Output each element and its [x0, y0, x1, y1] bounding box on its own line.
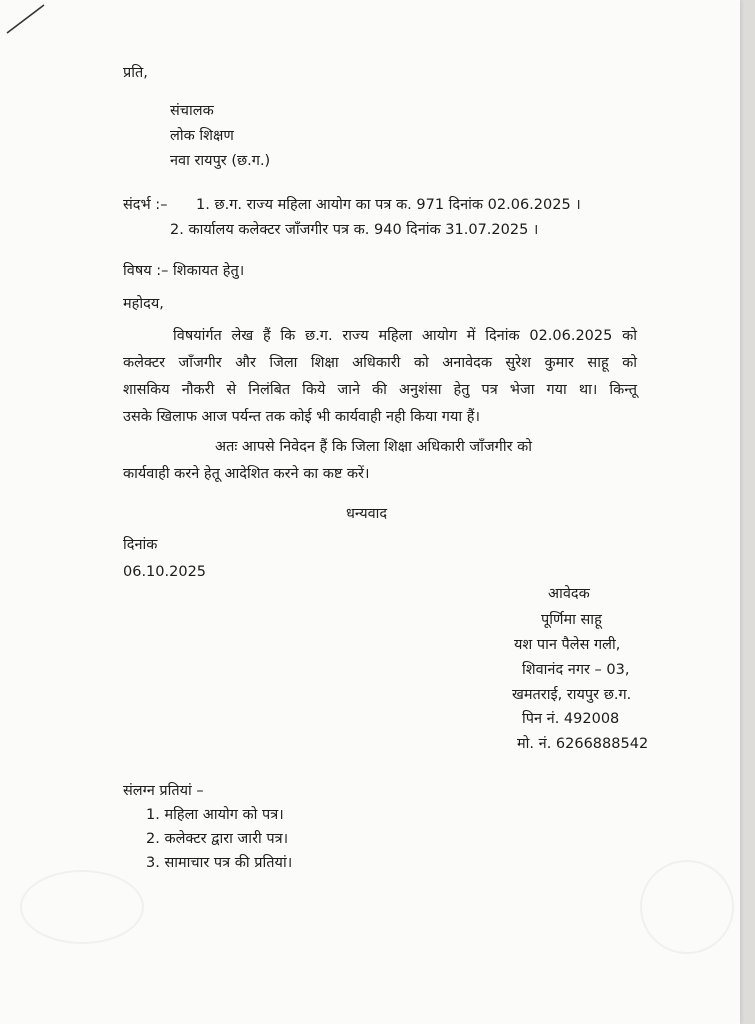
applicant-address-3: खमतराई, रायपुर छ.ग.: [512, 687, 632, 703]
attachment-item: 3. सामाचार पत्र की प्रतियां।: [146, 855, 293, 871]
addressee-line-3: नवा रायपुर (छ.ग.): [170, 153, 271, 169]
attachment-item: 2. कलेक्टर द्वारा जारी पत्र।: [146, 831, 289, 847]
addressee-line-1: संचालक: [170, 103, 214, 119]
applicant-name: पूर्णिमा साहू: [541, 612, 602, 628]
body-line: कलेक्टर जाँजगीर और जिला शिक्षा अधिकारी को अनावेदक सुरेश कुमार साहू को: [123, 355, 637, 371]
body-line: विषयांर्गत लेख हैं कि छ.ग. राज्य महिला आयोग में दिनांक 02.06.2025 को: [173, 328, 637, 344]
addressee-line-2: लोक शिक्षण: [170, 128, 234, 144]
greeting: महोदय,: [123, 296, 164, 312]
attachments-heading: संलग्न प्रतियां –: [123, 783, 204, 799]
bleed-through-seal: [640, 860, 734, 954]
body-line: कार्यवाही करने हेतू आदेशित करने का कष्ट करें।: [123, 466, 370, 482]
body-line: उसके खिलाफ आज पर्यन्त तक कोई भी कार्यवाही नही किया गया हैं।: [123, 409, 480, 425]
body-paragraph-2: [123, 434, 637, 488]
date-label: दिनांक: [123, 537, 158, 553]
applicant-address-2: शिवानंद नगर – 03,: [522, 662, 630, 678]
pen-stroke-mark: [4, 2, 46, 36]
reference-item-1: 1. छ.ग. राज्य महिला आयोग का पत्र क. 971 दिनांक 02.06.2025 ।: [196, 197, 581, 213]
reference-item-2: 2. कार्यालय कलेक्टर जाँजगीर पत्र क. 940 दिनांक 31.07.2025 ।: [170, 222, 539, 238]
applicant-mobile: मो. नं. 6266888542: [517, 736, 649, 752]
bleed-through-seal: [20, 870, 144, 944]
applicant-label: आवेदक: [548, 586, 590, 602]
date-value: 06.10.2025: [123, 564, 207, 580]
applicant-address-1: यश पान पैलेस गली,: [514, 637, 621, 653]
reference-label: संदर्भ :–: [123, 197, 168, 213]
body-line: अतः आपसे निवेदन हैं कि जिला शिक्षा अधिकारी जाँजगीर को: [215, 439, 533, 455]
closing-thanks: धन्यवाद: [346, 506, 388, 522]
applicant-pin: पिन नं. 492008: [522, 711, 620, 727]
subject-line: विषय :– शिकायत हेतु।: [123, 263, 245, 279]
attachment-item: 1. महिला आयोग को पत्र।: [146, 807, 284, 823]
body-paragraph-1: [123, 323, 637, 431]
salutation-to: प्रति,: [123, 65, 148, 81]
body-line: शासकिय नौकरी से निलंबित किये जाने की अनुशंसा हेतु पत्र भेजा गया था। किन्तू: [123, 382, 637, 398]
